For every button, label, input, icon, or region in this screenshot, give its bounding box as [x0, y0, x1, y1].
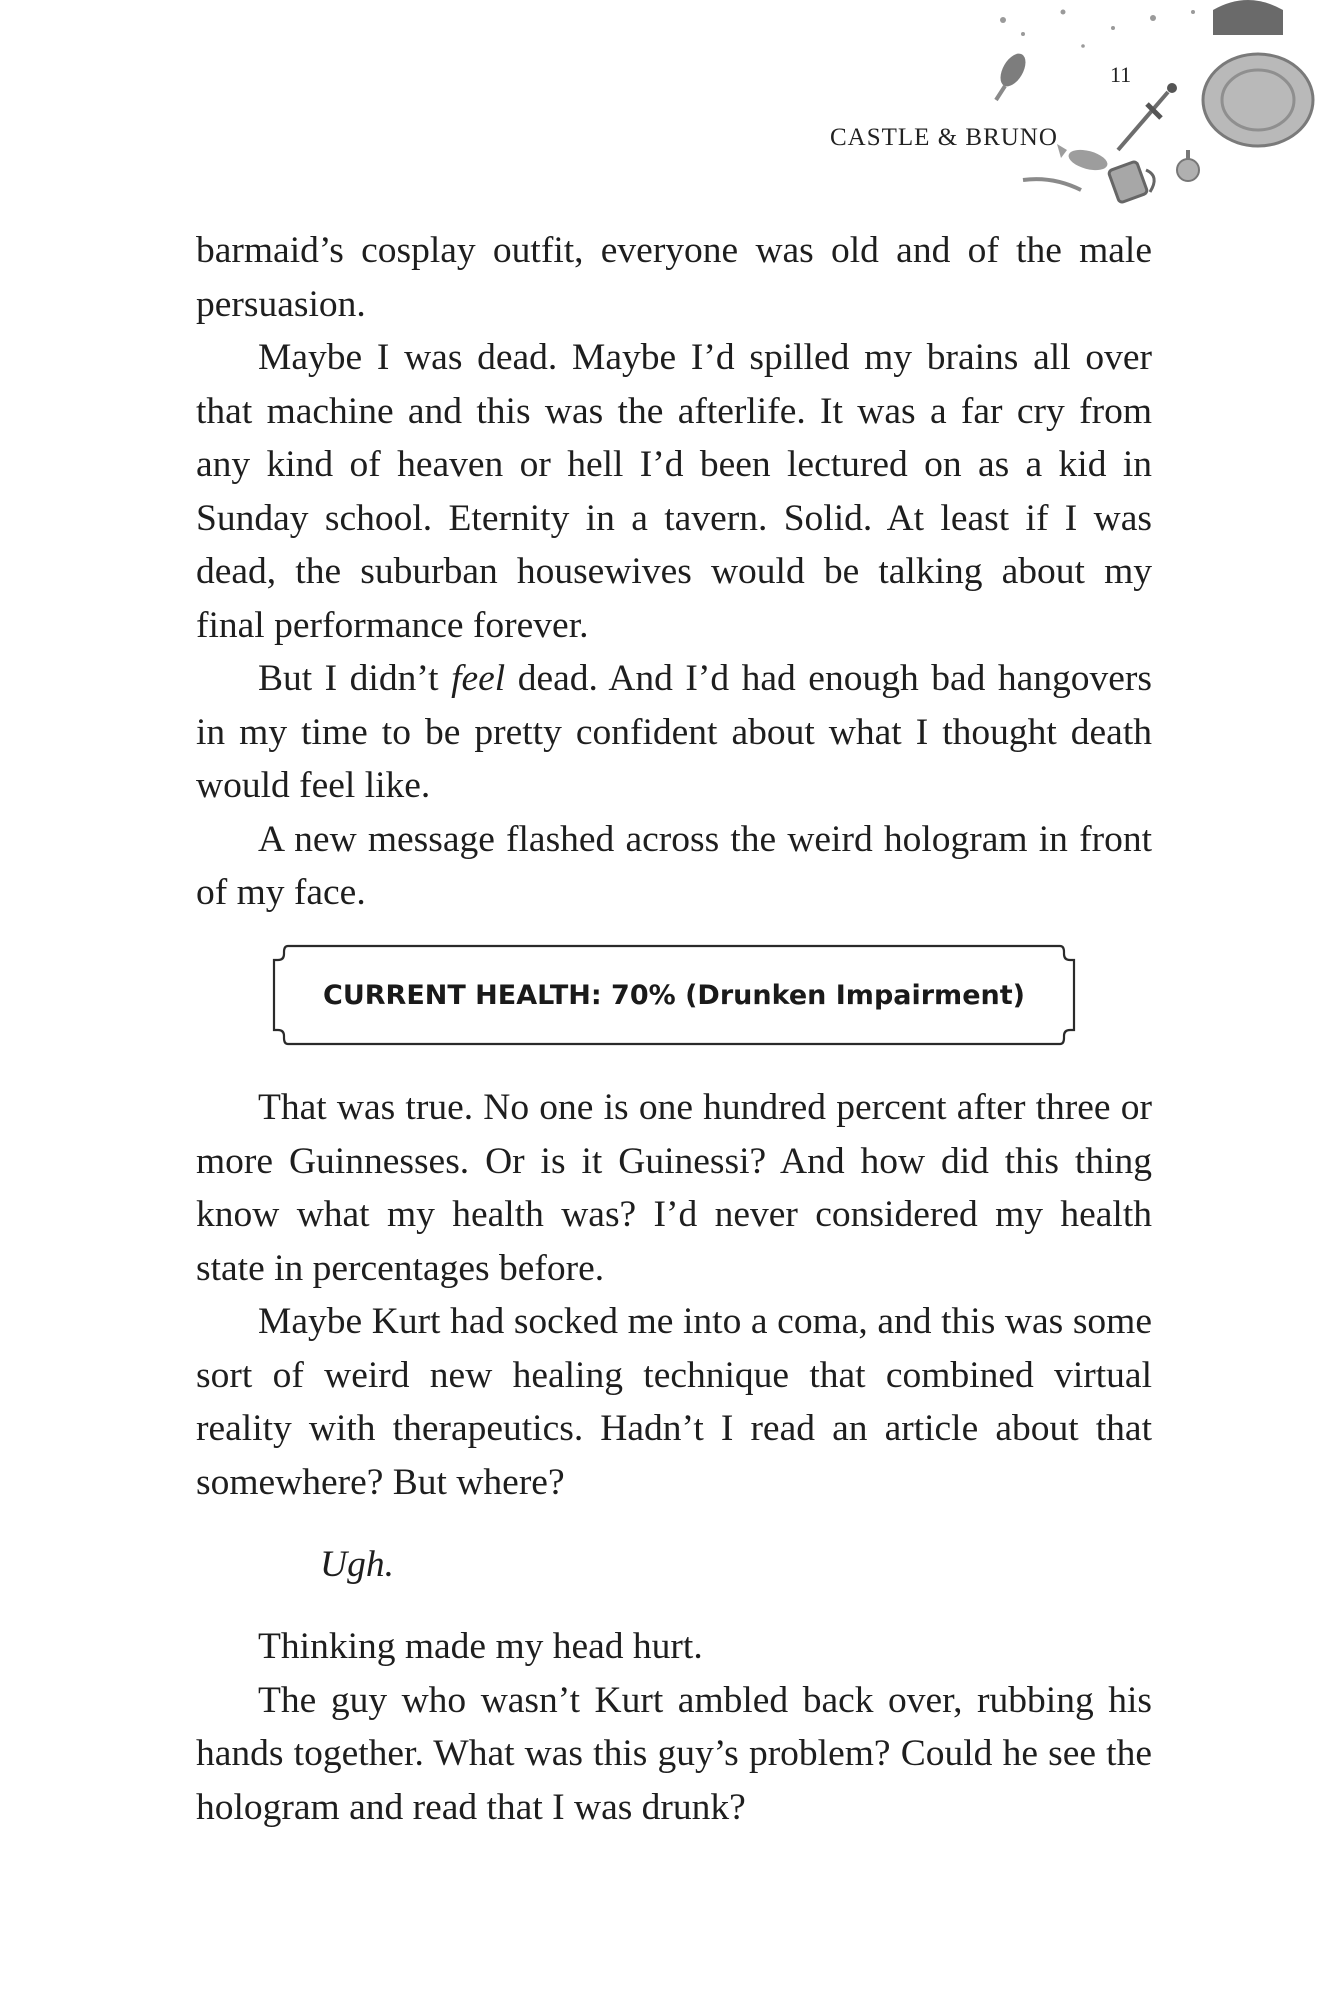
dagger-icon [1118, 83, 1177, 150]
body-text-final [196, 1620, 1152, 1834]
feather-icon [1023, 179, 1081, 190]
decorative-tavern-items-illustration [963, 0, 1333, 230]
drumstick-icon [995, 49, 1030, 100]
paragraph: A new message flashed across the weird hologram in front of my face. [196, 818, 1152, 913]
paragraph: barmaid’s cosplay outfit, everyone was old and of the male persuasion. [196, 230, 1152, 325]
paragraph: Maybe Kurt had socked me into a coma, and this was some sort of weird new healing technique that combined virtual reality with therapeutics. Hadn’t I read an article about that somewhere? But where? [196, 1301, 1152, 1503]
paragraph-text: dead. And I’d had enough bad hangovers in my time to be pretty confident about what I thought death would feel like. [196, 658, 1152, 806]
emphasis-text: feel [451, 658, 506, 699]
body-text-after-box [196, 1081, 1152, 1509]
page-number: 11 [1110, 62, 1132, 87]
mug-icon [1108, 161, 1154, 203]
health-status-text: CURRENT HEALTH: 70% (Drunken Impairment) [323, 979, 1025, 1011]
health-status-box [270, 942, 1078, 1048]
scattered-splash-marks [1000, 10, 1195, 48]
paragraph [196, 652, 1152, 813]
paragraph-text: But I didn’t [258, 658, 452, 699]
paragraph: Maybe I was dead. Maybe I’d spilled my brains all over that machine and this was the afterlife. It was a far cry from any kind of heaven or hell I’d been lectured on as a kid in Sunday school. Eternity in a tavern. Solid. At least if I was dead, the suburban housewives would be talking about my final performance forever. [196, 337, 1152, 646]
fish-icon [1057, 144, 1110, 174]
helmet-icon [1213, 0, 1283, 35]
shield-icon [1203, 54, 1313, 146]
flask-icon [1177, 150, 1199, 181]
running-head: CASTLE & BRUNO [830, 124, 1058, 151]
paragraph: Thinking made my head hurt. [258, 1626, 703, 1667]
body-text-before-box [196, 224, 1152, 920]
paragraph: That was true. No one is one hundred percent after three or more Guinnesses. Or is it Guinessi? And how did this thing know what my health was? I’d never considered my health state in percentages before. [196, 1087, 1152, 1289]
interjection-text: Ugh. [320, 1544, 394, 1585]
paragraph: The guy who wasn’t Kurt ambled back over, rubbing his hands together. What was this guy’s problem? Could he see the hologram and read that I was drunk? [196, 1679, 1152, 1828]
